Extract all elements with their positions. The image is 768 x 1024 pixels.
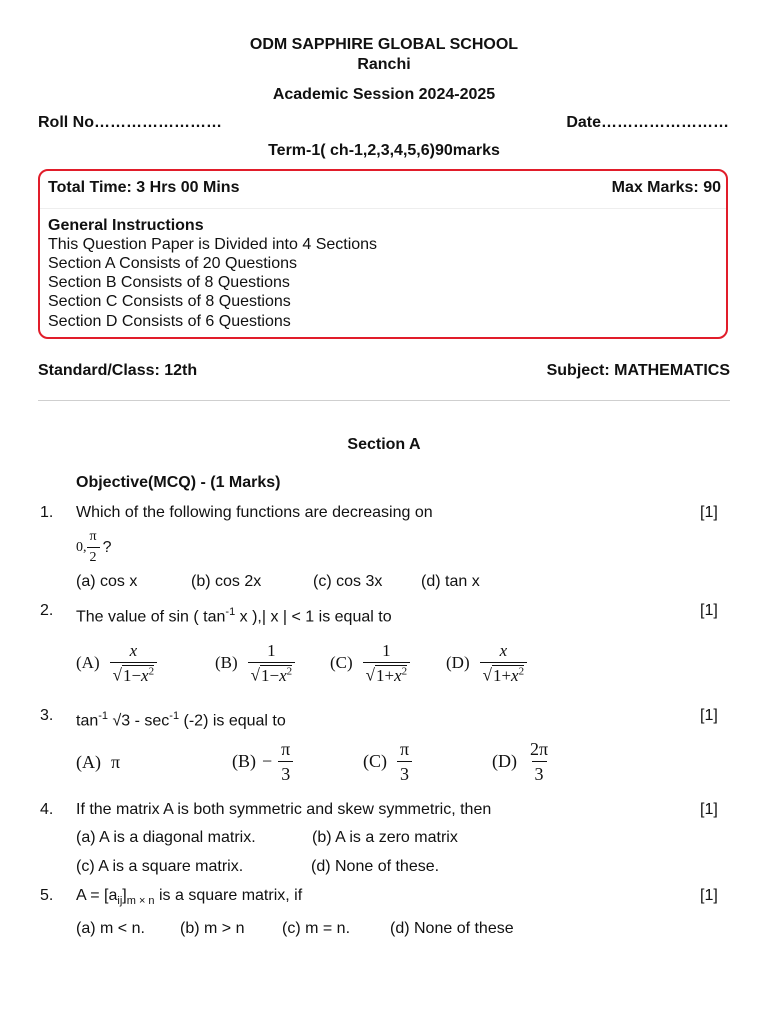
option-c: (c) cos 3x (313, 573, 383, 590)
option-b: (b) cos 2x (191, 573, 262, 590)
den-var: x (511, 665, 519, 685)
option-a: (a) A is a diagonal matrix. (76, 829, 256, 846)
fraction-numerator: π (89, 529, 97, 544)
question-interval (76, 530, 111, 565)
den-pre: 1+ (376, 665, 395, 685)
question-marks: [1] (700, 801, 718, 818)
class-label: Standard/Class: 12th (38, 362, 198, 379)
option-fraction (397, 740, 412, 783)
option-d (446, 642, 527, 684)
den-exp: 2 (148, 665, 155, 677)
fraction-denominator: 2 (87, 547, 100, 565)
question-marks: [1] (700, 504, 718, 521)
sqrt-body (122, 665, 154, 685)
question-number: 2. (40, 602, 54, 619)
option-b (232, 740, 293, 783)
option-fraction (110, 642, 157, 684)
question-text (76, 710, 286, 730)
fraction-numerator: 2π (530, 739, 549, 759)
subject-label: Subject: MATHEMATICS (546, 362, 730, 379)
option-c: (c) A is a square matrix. (76, 858, 244, 875)
question-marks: [1] (700, 602, 718, 619)
option-a: (a) m < n. (76, 920, 145, 937)
question-text (76, 606, 392, 626)
den-exp: 2 (401, 665, 408, 677)
instruction-line: Section C Consists of 8 Questions (48, 293, 291, 310)
question-marks: [1] (700, 707, 718, 724)
sqrt-body (375, 665, 407, 685)
option-label: (B) (215, 652, 238, 672)
question-number: 1. (40, 504, 54, 521)
instructions-title: General Instructions (48, 217, 204, 234)
instruction-line: This Question Paper is Divided into 4 Sections (48, 236, 378, 253)
option-label: (D) (446, 652, 470, 672)
option-label: (C) (330, 652, 353, 672)
max-marks: Max Marks: 90 (611, 179, 721, 196)
school-city: Ranchi (357, 56, 411, 73)
fraction-denominator: $√1-x^2$ (110, 662, 157, 684)
question-text (76, 887, 302, 907)
text-part: is a square matrix, if (154, 887, 303, 904)
interval-fraction (87, 530, 100, 565)
option-b: (b) m > n (180, 920, 245, 937)
option-b: (b) A is a zero matrix (312, 829, 458, 846)
question-marks: [1] (700, 887, 718, 904)
fraction-numerator: x (499, 641, 508, 660)
option-label: (C) (363, 751, 387, 771)
instruction-line: Section B Consists of 8 Questions (48, 274, 290, 291)
option-a (76, 642, 157, 684)
option-fraction (278, 740, 293, 783)
den-exp: 2 (518, 665, 525, 677)
option-sign: − (262, 751, 273, 771)
question-text: Which of the following functions are decreasing on (76, 504, 433, 521)
question-text: If the matrix A is both symmetric and skew symmetric, then (76, 801, 492, 818)
option-b (215, 642, 295, 684)
option-fraction (248, 642, 295, 684)
fraction-numerator: π (281, 739, 291, 759)
section-subtitle: Objective(MCQ) - (1 Marks) (76, 474, 281, 491)
fraction-denominator: $√1-x^2$ (248, 662, 295, 684)
sqrt-body (260, 665, 292, 685)
option-label: (D) (492, 751, 517, 771)
superscript: -1 (98, 710, 109, 722)
den-var: x (394, 665, 402, 685)
den-pre: 1− (261, 665, 280, 685)
fraction-numerator: 1 (382, 641, 391, 660)
fraction-denominator: $√1+x^2$ (480, 662, 527, 684)
total-time: Total Time: 3 Hrs 00 Mins (48, 179, 240, 196)
text-part: (-2) is equal to (179, 712, 286, 730)
den-pre: 1− (122, 665, 142, 685)
den-var: x (141, 665, 149, 685)
option-a (76, 752, 120, 773)
instruction-line: Section A Consists of 20 Questions (48, 255, 298, 272)
fraction-denominator: 3 (278, 761, 293, 783)
fraction-numerator: x (129, 641, 138, 660)
sqrt-body (492, 665, 524, 685)
date-field: Date…………………… (566, 114, 729, 131)
fraction-denominator: 3 (397, 761, 412, 783)
option-label: (A) (76, 752, 101, 772)
den-exp: 2 (286, 665, 293, 677)
option-fraction (363, 642, 410, 684)
text-part: ] (122, 887, 127, 904)
text-part: √3 - sec (108, 712, 170, 730)
question-number: 4. (40, 801, 54, 818)
option-label: (A) (76, 652, 100, 672)
den-var: x (279, 665, 287, 685)
interval-question-mark: ? (102, 538, 112, 556)
term-title: Term-1( ch-1,2,3,4,5,6)90marks (268, 142, 500, 159)
academic-session: Academic Session 2024-2025 (272, 86, 496, 103)
den-pre: 1+ (492, 665, 512, 685)
option-d: (d) None of these (390, 920, 514, 937)
subscript: m × n (126, 895, 155, 908)
option-label: (B) (232, 751, 256, 771)
option-fraction (527, 740, 551, 783)
section-title: Section A (347, 436, 421, 453)
option-d: (d) tan x (421, 573, 480, 590)
fraction-numerator: 1 (267, 641, 276, 660)
box-divider (40, 208, 726, 209)
subscript: ij (117, 895, 123, 908)
option-d (492, 740, 551, 783)
text-part: tan (76, 712, 99, 730)
fraction-denominator: $√1+x^2$ (363, 662, 410, 684)
option-a: (a) cos x (76, 573, 138, 590)
instructions-box (38, 169, 728, 339)
superscript: -1 (225, 606, 236, 618)
roll-no-field: Roll No…………………… (38, 114, 222, 131)
option-d: (d) None of these. (311, 858, 440, 875)
question-number: 5. (40, 887, 54, 904)
option-fraction (480, 642, 527, 684)
option-c (330, 642, 410, 684)
option-c: (c) m = n. (282, 920, 351, 937)
school-name: ODM SAPPHIRE GLOBAL SCHOOL (249, 36, 519, 53)
text-part: The value of sin ( tan (76, 608, 226, 626)
option-value: π (111, 752, 121, 772)
text-part: x ),| x | < 1 is equal to (235, 608, 392, 626)
divider (38, 400, 730, 401)
instruction-line: Section D Consists of 6 Questions (48, 313, 291, 330)
question-number: 3. (40, 707, 54, 724)
fraction-numerator: π (400, 739, 410, 759)
option-c (363, 740, 412, 783)
superscript: -1 (169, 710, 180, 722)
interval-start: 0, (76, 539, 87, 555)
fraction-denominator: 3 (532, 761, 547, 783)
text-part: A = [a (76, 887, 118, 904)
